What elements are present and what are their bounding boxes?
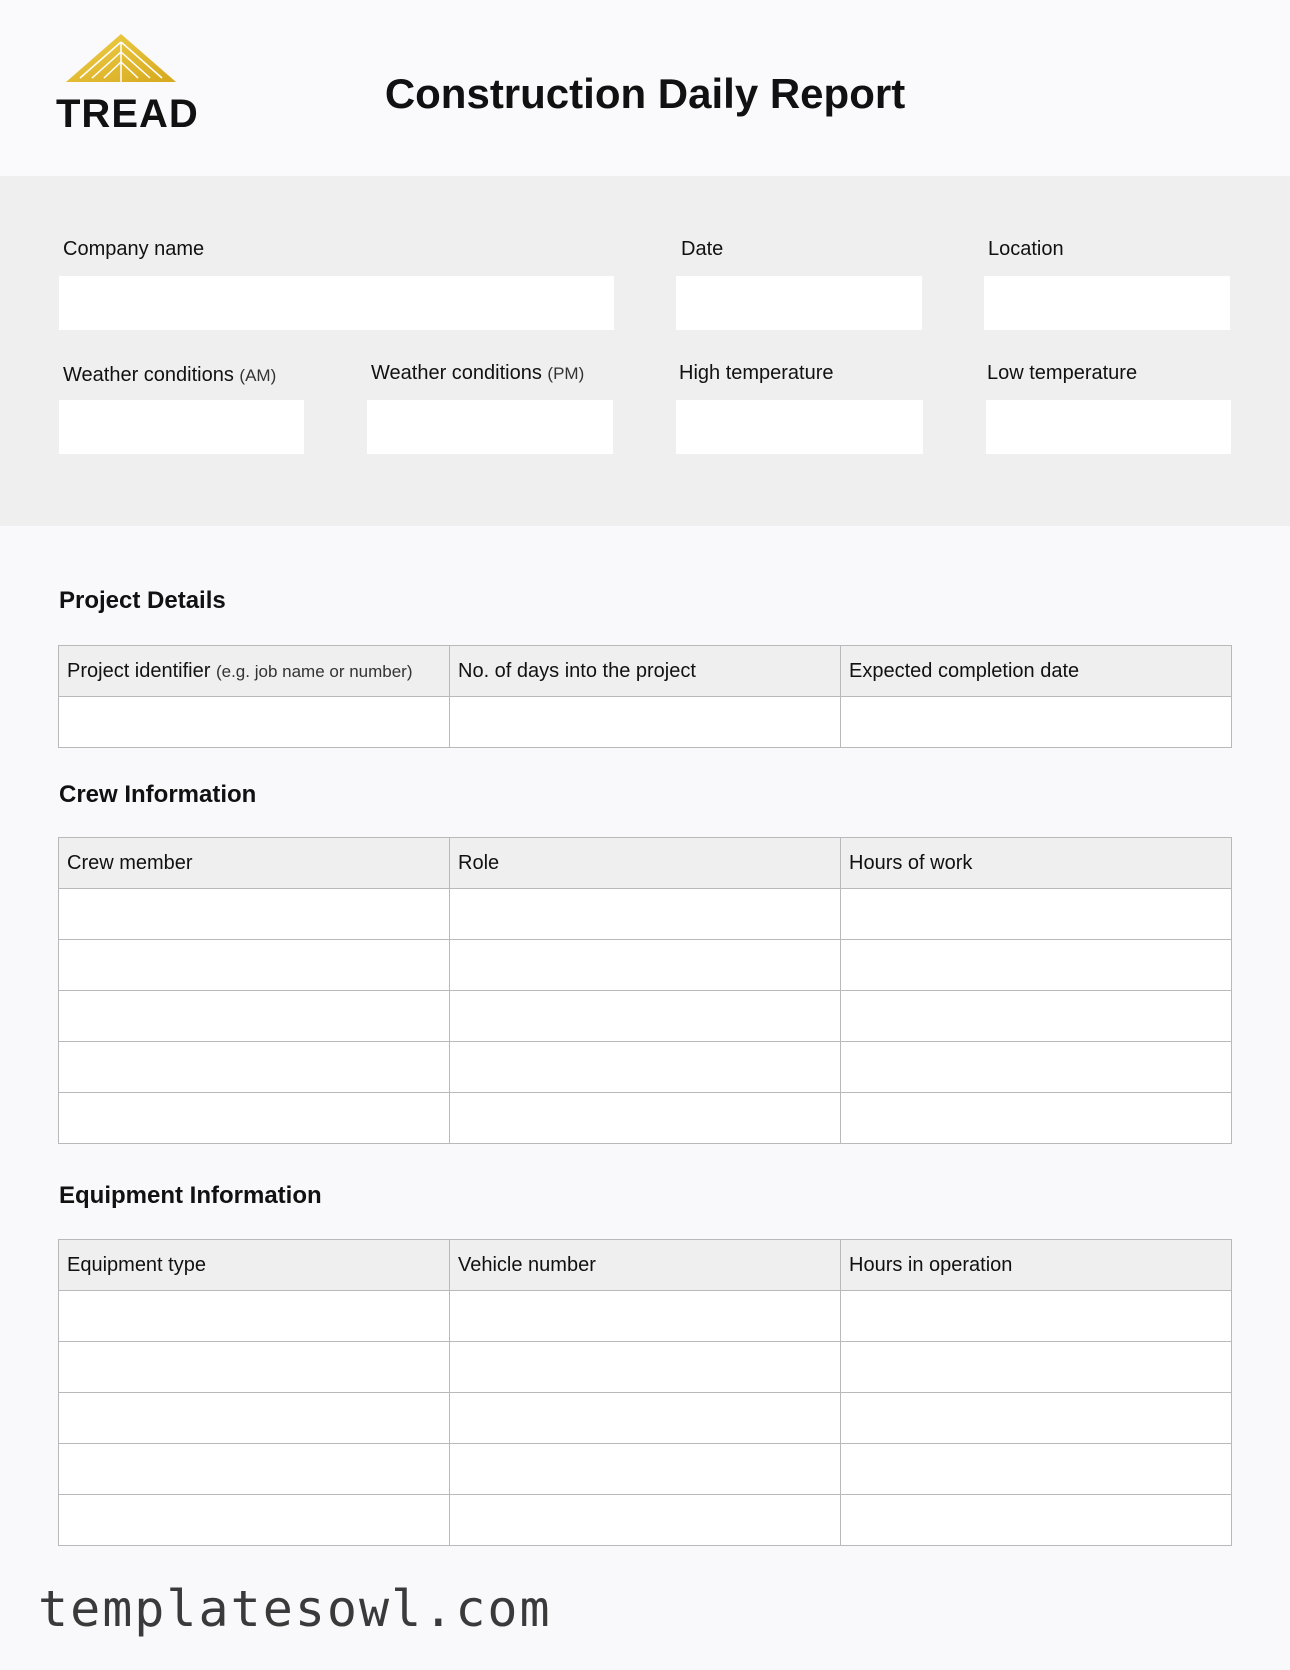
- table-row: [59, 1093, 1232, 1144]
- crew-member-cell[interactable]: [59, 940, 450, 991]
- expected-completion-header: Expected completion date: [841, 646, 1232, 697]
- hours-in-operation-cell[interactable]: [841, 1495, 1232, 1546]
- expected-completion-cell[interactable]: [841, 697, 1232, 748]
- report-info-section: [0, 176, 1290, 526]
- hours-of-work-cell[interactable]: [841, 889, 1232, 940]
- hours-in-operation-cell[interactable]: [841, 1444, 1232, 1495]
- project-identifier-header: Project identifier (e.g. job name or number): [59, 646, 450, 697]
- company-name-field[interactable]: [59, 276, 614, 330]
- location-field[interactable]: [984, 276, 1230, 330]
- weather-am-field[interactable]: [59, 400, 304, 454]
- roof-logo-icon: [66, 34, 176, 86]
- high-temp-field[interactable]: [676, 400, 923, 454]
- hours-of-work-cell[interactable]: [841, 940, 1232, 991]
- crew-member-header: Crew member: [59, 838, 450, 889]
- crew-information-heading: Crew Information: [59, 781, 257, 808]
- vehicle-number-cell[interactable]: [450, 1444, 841, 1495]
- tread-logo: [56, 34, 199, 136]
- hours-of-work-cell[interactable]: [841, 991, 1232, 1042]
- page-title: Construction Daily Report: [384, 70, 906, 117]
- page-header: [0, 0, 1290, 176]
- crew-member-cell[interactable]: [59, 889, 450, 940]
- equipment-type-cell[interactable]: [59, 1291, 450, 1342]
- vehicle-number-cell[interactable]: [450, 1393, 841, 1444]
- role-cell[interactable]: [450, 940, 841, 991]
- hours-of-work-header: Hours of work: [841, 838, 1232, 889]
- equipment-type-cell[interactable]: [59, 1393, 450, 1444]
- hours-in-operation-header: Hours in operation: [841, 1240, 1232, 1291]
- vehicle-number-cell[interactable]: [450, 1291, 841, 1342]
- watermark-text: templatesowl.com: [38, 1580, 552, 1638]
- low-temp-label: Low temperature: [987, 362, 1138, 384]
- hours-in-operation-cell[interactable]: [841, 1291, 1232, 1342]
- low-temp-field[interactable]: [986, 400, 1231, 454]
- high-temp-label: High temperature: [679, 362, 834, 384]
- project-details-heading: Project Details: [59, 587, 226, 614]
- role-header: Role: [450, 838, 841, 889]
- role-cell[interactable]: [450, 889, 841, 940]
- table-row: [59, 1042, 1232, 1093]
- crew-member-cell[interactable]: [59, 1042, 450, 1093]
- days-into-project-header: No. of days into the project: [450, 646, 841, 697]
- equipment-type-cell[interactable]: [59, 1342, 450, 1393]
- hours-in-operation-cell[interactable]: [841, 1342, 1232, 1393]
- equipment-information-table: [58, 1239, 1232, 1546]
- vehicle-number-cell[interactable]: [450, 1495, 841, 1546]
- table-row: [59, 1495, 1232, 1546]
- weather-pm-label: Weather conditions (PM): [371, 362, 585, 384]
- weather-am-label: Weather conditions (AM): [63, 364, 277, 386]
- date-label: Date: [681, 238, 724, 260]
- weather-pm-field[interactable]: [367, 400, 613, 454]
- equipment-type-header: Equipment type: [59, 1240, 450, 1291]
- company-name-label: Company name: [63, 238, 205, 260]
- equipment-information-heading: Equipment Information: [59, 1182, 322, 1209]
- vehicle-number-cell[interactable]: [450, 1342, 841, 1393]
- vehicle-number-header: Vehicle number: [450, 1240, 841, 1291]
- table-row: [59, 1393, 1232, 1444]
- logo-text: TREAD: [56, 92, 199, 136]
- equipment-type-cell[interactable]: [59, 1495, 450, 1546]
- table-row: [59, 1444, 1232, 1495]
- table-row: [59, 889, 1232, 940]
- role-cell[interactable]: [450, 1042, 841, 1093]
- equipment-type-cell[interactable]: [59, 1444, 450, 1495]
- crew-information-table: [58, 837, 1232, 1144]
- hours-of-work-cell[interactable]: [841, 1093, 1232, 1144]
- hours-in-operation-cell[interactable]: [841, 1393, 1232, 1444]
- days-into-project-cell[interactable]: [450, 697, 841, 748]
- project-details-table: [58, 645, 1232, 748]
- table-row: [59, 1291, 1232, 1342]
- table-row: [59, 1342, 1232, 1393]
- role-cell[interactable]: [450, 1093, 841, 1144]
- table-row: [59, 697, 1232, 748]
- date-field[interactable]: [676, 276, 922, 330]
- hours-of-work-cell[interactable]: [841, 1042, 1232, 1093]
- crew-member-cell[interactable]: [59, 991, 450, 1042]
- table-row: [59, 991, 1232, 1042]
- location-label: Location: [988, 238, 1064, 260]
- crew-member-cell[interactable]: [59, 1093, 450, 1144]
- table-row: [59, 940, 1232, 991]
- role-cell[interactable]: [450, 991, 841, 1042]
- project-identifier-cell[interactable]: [59, 697, 450, 748]
